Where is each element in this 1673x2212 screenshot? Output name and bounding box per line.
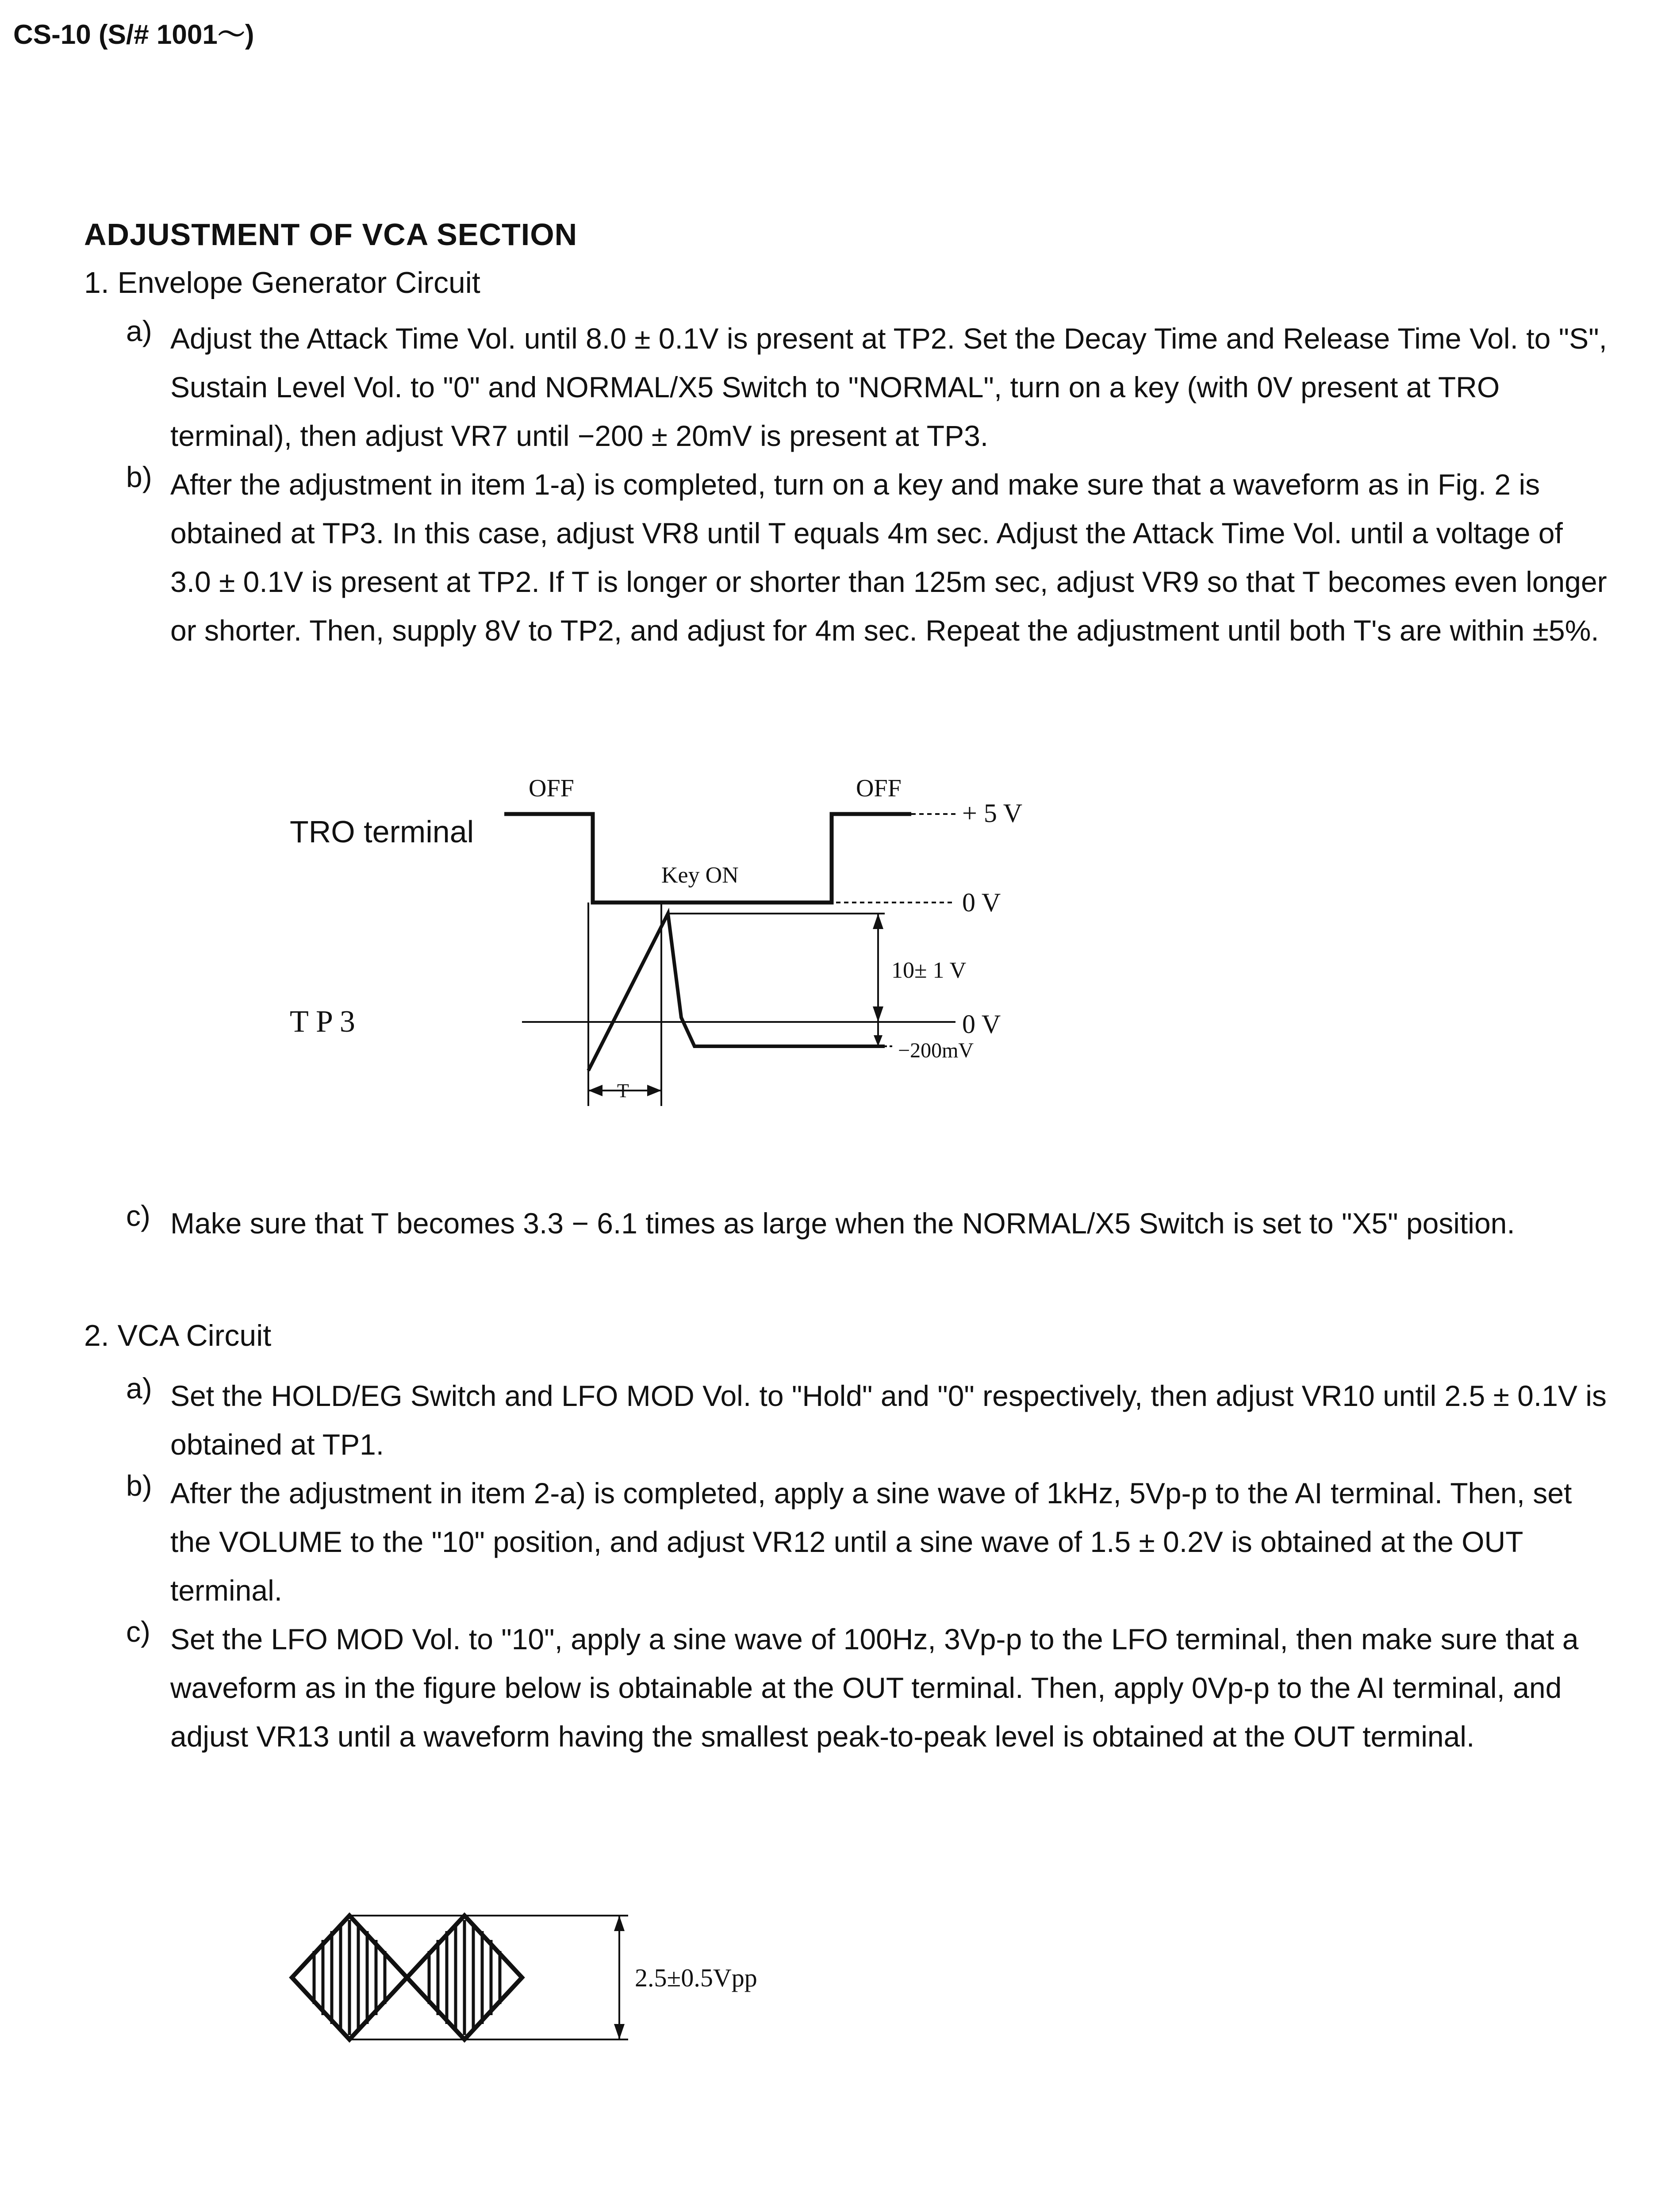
item-1c-label: c) [126,1199,150,1232]
tp3-envelope-waveform [588,914,885,1071]
item-2a-text: Set the HOLD/EG Switch and LFO MOD Vol. to "Hold" and "0" respectively, then adjust VR10 until 2.5 ± 0.1V is obtained at TP1. [170,1379,1607,1461]
item-1a-label: a) [126,315,152,347]
item-2b-text: After the adjustment in item 2-a) is completed, apply a sine wave of 1kHz, 5Vp-p to the AI terminal. Then, set the VOLUME to the "10" position, and adjust VR12 until a sine wave of 1.5 ± 0.2V is obtained at the OUT terminal. [170,1477,1572,1607]
item-2c-label: c) [126,1615,150,1648]
zero-v-bottom-label: 0 V [962,1010,1001,1039]
off-right-label: OFF [856,775,902,802]
ten-volt-label: 10± 1 V [891,958,967,983]
vpp-arrow-up [614,1916,625,1931]
item-2b-label: b) [126,1469,152,1502]
item-1a-text: Adjust the Attack Time Vol. until 8.0 ± 0.1V is present at TP2. Set the Decay Time and Release Time Vol. to "S", Sustain Level Vol. to "0" and NORMAL/X5 Switch to "NORMAL", turn on a key (with 0V present at TRO terminal), then adjust VR7 until −200 ± 20mV is present at TP3. [170,322,1607,452]
envelope-waveform-diagram [487,770,1106,1124]
t-arrow-right-head [647,1085,661,1096]
document-header: CS-10 (S/# 1001～) [13,19,254,50]
section-1-heading: 1. Envelope Generator Circuit [84,266,480,300]
modulated-waveform-diagram [283,1902,858,2079]
item-1c-text: Make sure that T becomes 3.3 − 6.1 times as large when the NORMAL/X5 Switch is set to "X5" position. [170,1207,1515,1240]
tro-waveform [504,814,911,902]
t-label: T [617,1080,629,1102]
arrow-head-up [873,914,883,929]
off-left-label: OFF [529,775,574,802]
arrow-head-down [873,1006,883,1022]
page-title: ADJUSTMENT OF VCA SECTION [84,217,578,252]
t-arrow-left-head [588,1085,602,1096]
tp3-label: T P 3 [290,1005,355,1039]
zero-v-top-label: 0 V [962,888,1001,917]
plus5v-label: + 5 V [962,799,1023,828]
vpp-label: 2.5±0.5Vpp [635,1963,757,1992]
section-2-heading: 2. VCA Circuit [84,1319,272,1352]
item-2c-text: Set the LFO MOD Vol. to "10", apply a sine wave of 100Hz, 3Vp-p to the LFO terminal, then make sure that a waveform as in the figure below is obtainable at the OUT terminal. Then, apply 0Vp-p to the AI terminal, and adjust VR13 until a waveform having the smallest peak-to-peak level is obtained at the OUT terminal. [170,1623,1579,1753]
tro-terminal-label: TRO terminal [290,814,474,849]
vpp-arrow-down [614,2024,625,2039]
minus200mv-label: −200mV [898,1039,974,1062]
item-1b-text: After the adjustment in item 1-a) is completed, turn on a key and make sure that a waveform as in Fig. 2 is obtained at TP3. In this case, adjust VR8 until T equals 4m sec. Adjust the Attack Time Vol. until a voltage of 3.0 ± 0.1V is present at TP2. If T is longer or shorter than 125m sec, adjust VR9 so that T becomes even longer or shorter. Then, supply 8V to TP2, and adjust for 4m sec. Repeat the adjustment until both T's are within ±5%. [170,468,1607,647]
item-2a-label: a) [126,1372,152,1405]
key-on-label: Key ON [661,863,739,888]
envelope-outline [292,1916,522,2039]
item-1b-label: b) [126,461,152,493]
